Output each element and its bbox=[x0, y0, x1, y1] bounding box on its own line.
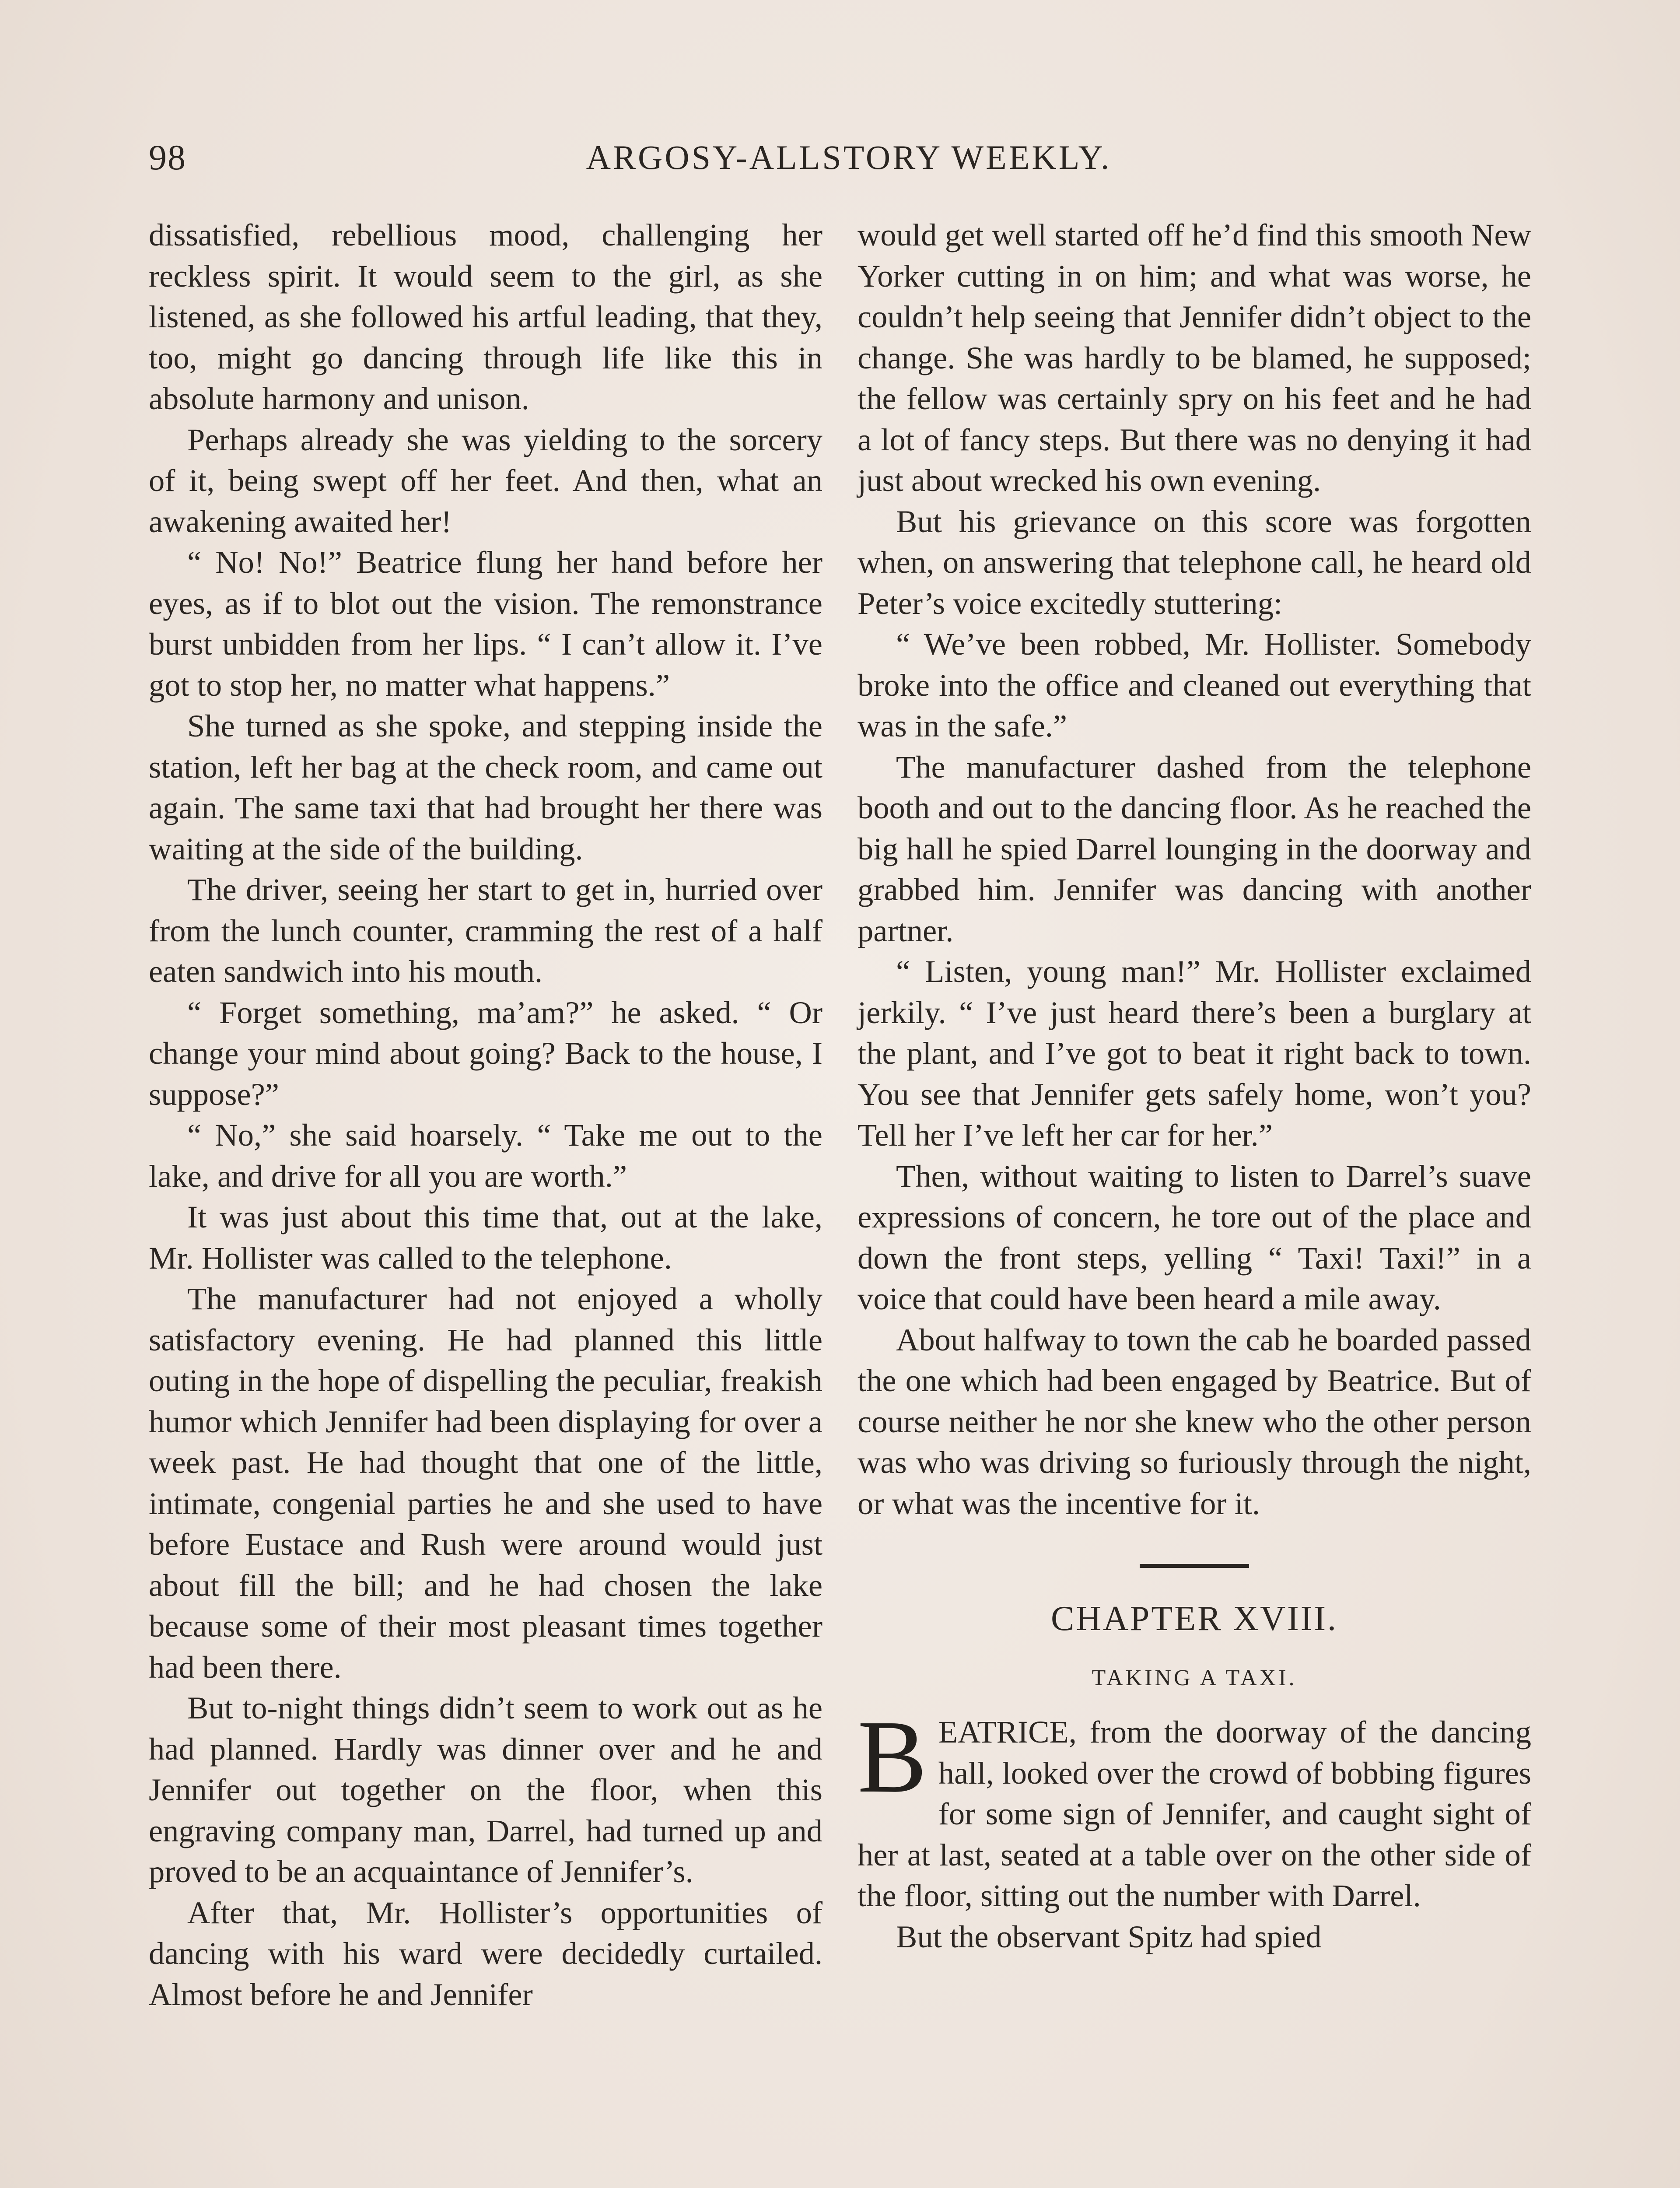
paragraph: “ Forget something, ma’am?” he asked. “ Or change your mind about going? Back to the house, I suppose?” bbox=[149, 994, 822, 1112]
drop-cap: B bbox=[858, 1699, 927, 1814]
paragraph: “ No! No!” Beatrice flung her hand before her eyes, as if to blot out the vision. The remonstrance burst unbidden from her lips. “ I can’t allow it. I’ve got to stop her, no matter what happens.” bbox=[149, 544, 822, 703]
paragraph: Perhaps already she was yielding to the sorcery of it, being swept off her feet. And then, what an awakening awaited her! bbox=[149, 421, 822, 539]
paragraph: dissatisfied, rebellious mood, challenging her reckless spirit. It would seem to the girl, as she listened, as she followed his artful leading, that they, too, might go dancing through life like this in absolute harmony and unison. bbox=[149, 217, 822, 416]
paragraph: But the observant Spitz had spied bbox=[896, 1918, 1322, 1954]
paragraph: “ No,” she said hoarsely. “ Take me out to the lake, and drive for all you are worth.” bbox=[149, 1117, 822, 1194]
paragraph: Then, without waiting to listen to Darrel’s suave expressions of concern, he tore out of the place and down the front steps, yelling “ Taxi! Taxi!” in a voice that could have been heard a mile away. bbox=[858, 1158, 1531, 1316]
paragraph: “ We’ve been robbed, Mr. Hollister. Somebody broke into the office and cleaned out everything that was in the safe.” bbox=[858, 626, 1531, 743]
left-column bbox=[149, 214, 822, 2015]
right-column bbox=[858, 214, 1531, 1957]
paragraph: The manufacturer dashed from the telephone booth and out to the dancing floor. As he reached the big hall he spied Darrel lounging in the doorway and grabbed him. Jennifer was dancing with another partner. bbox=[858, 749, 1531, 948]
page-header bbox=[149, 131, 1549, 184]
paragraph: It was just about this time that, out at the lake, Mr. Hollister was called to the telephone. bbox=[149, 1199, 822, 1276]
paragraph: After that, Mr. Hollister’s opportunities of dancing with his ward were decidedly curtailed. Almost before he and Jennifer bbox=[149, 1894, 822, 2012]
paragraph: She turned as she spoke, and stepping inside the station, left her bag at the check room, and came out again. The same taxi that had brought her there was waiting at the side of the building. bbox=[149, 708, 822, 866]
chapter-opening-paragraph bbox=[858, 1699, 1531, 1916]
paragraph: The manufacturer had not enjoyed a wholly satisfactory evening. He had planned this little outing in the hope of dispelling the peculiar, freakish humor which Jennifer had been displaying for over a week past. He had thought that one of the little, intimate, congenial parties he and she used to have before Eustace and Rush were around would just about fill the bill; and he had chosen the lake because some of their most pleasant times together had been there. bbox=[149, 1281, 822, 1685]
paragraph: But his grievance on this score was forgotten when, on answering that telephone call, he heard old Peter’s voice excitedly stuttering: bbox=[858, 503, 1531, 621]
paragraph: About halfway to town the cab he boarded passed the one which had been engaged by Beatrice. But of course neither he nor she knew who the other person was who was driving so furiously through the night, or what was the incentive for it. bbox=[858, 1322, 1531, 1521]
chapter-title: CHAPTER XVIII. bbox=[1051, 1599, 1338, 1638]
chapter-divider bbox=[1140, 1564, 1249, 1568]
paragraph: would get well started off he’d find this smooth New Yorker cutting in on him; and what was worse, he couldn’t help seeing that Jennifer didn’t object to the change. She was hardly to be blamed, he supposed; the fellow was certainly spry on his feet and he had a lot of fancy steps. But there was no denying it had just about wrecked his own evening. bbox=[858, 217, 1531, 498]
page-number: 98 bbox=[149, 137, 186, 177]
running-head: ARGOSY-ALLSTORY WEEKLY. bbox=[586, 138, 1112, 176]
paragraph: But to-night things didn’t seem to work out as he had planned. Hardly was dinner over and he and Jennifer out together on the floor, when this engraving company man, Darrel, had turned up and proved to be an acquaintance of Jennifer’s. bbox=[149, 1690, 822, 1889]
paragraph: “ Listen, young man!” Mr. Hollister exclaimed jerkily. “ I’ve just heard there’s been a burglary at the plant, and I’ve got to beat it right back to town. You see that Jennifer gets safely home, won’t you? Tell her I’ve left her car for her.” bbox=[858, 954, 1531, 1153]
paragraph-text: EATRICE, from the doorway of the dancing hall, looked over the crowd of bobbing figures for some sign of Jennifer, and caught sight of her at last, seated at a table over on the other side of the floor, sitting out the number with Darrel. bbox=[858, 1714, 1531, 1913]
chapter-subtitle: TAKING A TAXI. bbox=[1092, 1666, 1297, 1690]
paragraph: The driver, seeing her start to get in, hurried over from the lunch counter, cramming the rest of a half eaten sandwich into his mouth. bbox=[149, 872, 822, 989]
